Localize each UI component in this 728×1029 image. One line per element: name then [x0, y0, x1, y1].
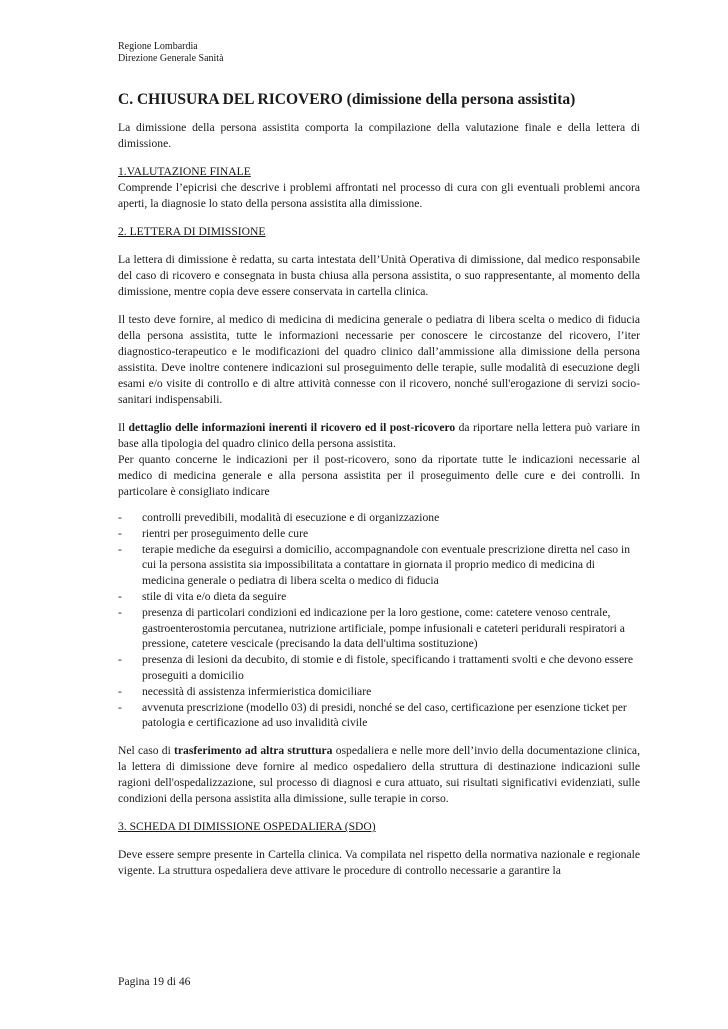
- list-item-text: stile di vita e/o dieta da seguire: [142, 589, 287, 603]
- list-dash: -: [118, 589, 122, 603]
- section3-heading: 3. SCHEDA DI DIMISSIONE OSPEDALIERA (SDO): [118, 820, 376, 834]
- list-item: [118, 700, 640, 732]
- header-department: Direzione Generale Sanità: [118, 53, 224, 64]
- section2-paragraph-3: [118, 420, 640, 452]
- p5-post: ospedaliera e nelle more dell’invio della documentazione clinica, la lettera di dimissione deve fornire al medico ospedaliero della struttura di destinazione indicazioni sulle ragioni dell'ospedalizzazione, sul processo di diagnosi e cura attuato, sui risultati significativi evidenziati, sulle condizioni della persona assistita alla dimissione, sulle terapie in corso.: [118, 744, 640, 806]
- list-dash: -: [118, 526, 122, 540]
- list-item-text: presenza di particolari condizioni ed indicazione per la loro gestione, come: catetere venoso centrale, gastroenterostomia percutanea, nutrizione artificiale, pompe infusionali e cateteri peridurali respiratori a pressione, catetere vescicale (precisando la data dell'ultima sostituzione): [142, 605, 625, 651]
- list-item: [118, 684, 640, 700]
- p3-bold: dettaglio delle informazioni inerenti il ricovero ed il post-ricovero: [128, 421, 456, 434]
- list-item-text: necessità di assistenza infermieristica domiciliare: [142, 684, 372, 698]
- section1-heading: 1.VALUTAZIONE FINALE: [118, 165, 251, 178]
- list-dash: -: [118, 605, 122, 619]
- section2-paragraph-4: Per quanto concerne le indicazioni per il post-ricovero, sono da riportate tutte le indicazioni necessarie al medico di medicina generale e alla persona assistita per il proseguimento delle cure e dei controlli. In particolare è consigliato indicare: [118, 453, 640, 498]
- page-title: C. CHIUSURA DEL RICOVERO (dimissione della persona assistita): [118, 91, 576, 108]
- indications-list: [118, 510, 640, 731]
- list-item: [118, 652, 640, 684]
- list-item-text: rientri per proseguimento delle cure: [142, 526, 309, 540]
- document-page: [118, 41, 640, 879]
- section2-paragraph-5: [118, 743, 640, 807]
- list-item: [118, 542, 640, 589]
- list-item: [118, 510, 640, 526]
- header-region: Regione Lombardia: [118, 41, 198, 52]
- section2-paragraph-1: La lettera di dimissione è redatta, su carta intestata dell’Unità Operativa di dimissione, dal medico responsabile del caso di ricovero e consegnata in busta chiusa alla persona assistita, o suo rappresentante, al momento della dimissione, mentre copia deve essere conservata in cartella clinica.: [118, 253, 640, 298]
- p5-pre: Nel caso di: [118, 744, 175, 758]
- p5-bold: trasferimento ad altra struttura: [174, 744, 333, 758]
- list-item-text: avvenuta prescrizione (modello 03) di presidi, nonché se del caso, certificazione per esenzione ticket per patologia e certificazione ad uso invalidità civile: [142, 700, 627, 730]
- section3-text: Deve essere sempre presente in Cartella clinica. Va compilata nel rispetto della normativa nazionale e regionale vigente. La struttura ospedaliera deve attivare le procedure di controllo necessarie a garantire la: [118, 848, 640, 878]
- page-number: Pagina 19 di 46: [118, 975, 191, 988]
- list-dash: -: [118, 684, 122, 698]
- p3-pre: Il: [118, 421, 129, 434]
- section2-paragraph-2: Il testo deve fornire, al medico di medicina di medicina generale o pediatra di libera scelta o medico di fiducia della persona assistita, tutte le informazioni necessarie per conoscere le circostanze del ricovero, l’iter diagnostico-terapeutico e le modificazioni del quadro clinico dall’ammissione alla dimissione della persona assistita. Deve inoltre contenere indicazioni sul proseguimento delle terapie, sulle modalità di esecuzione degli esami e/o visite di controllo e di altre attività connesse con il ricovero, nonché sull'erogazione di servizi socio-sanitari indispensabili.: [118, 313, 640, 406]
- section1-text: Comprende l’epicrisi che descrive i problemi affrontati nel processo di cura con gli eventuali problemi ancora aperti, la diagnosie lo stato della persona assistita alla dimissione.: [118, 181, 640, 210]
- list-item: [118, 589, 640, 605]
- list-dash: -: [118, 511, 122, 524]
- section2-heading: 2. LETTERA DI DIMISSIONE: [118, 225, 266, 238]
- list-item: [118, 526, 640, 542]
- list-dash: -: [118, 653, 122, 667]
- list-item: [118, 605, 640, 652]
- intro-paragraph: La dimissione della persona assistita comporta la compilazione della valutazione finale e della lettera di dimissione.: [118, 121, 640, 150]
- list-item-text: terapie mediche da eseguirsi a domicilio, accompagnandole con eventuale prescrizione diretta nel caso in cui la persona assistita sia impossibilitata a contattare in giornata il proprio medico di medicina di medicina generale o pediatra di libera scelta o medico di fiducia: [142, 542, 631, 588]
- list-item-text: presenza di lesioni da decubito, di stomie e di fistole, specificando i trattamenti svolti e che devono essere proseguiti a domicilio: [142, 653, 633, 682]
- list-dash: -: [118, 700, 122, 714]
- p3-post: da riportare nella lettera può variare in base alla tipologia del quadro clinico della persona assistita.: [118, 421, 640, 450]
- list-dash: -: [118, 542, 122, 556]
- list-item-text: controlli prevedibili, modalità di esecuzione e di organizzazione: [142, 511, 440, 524]
